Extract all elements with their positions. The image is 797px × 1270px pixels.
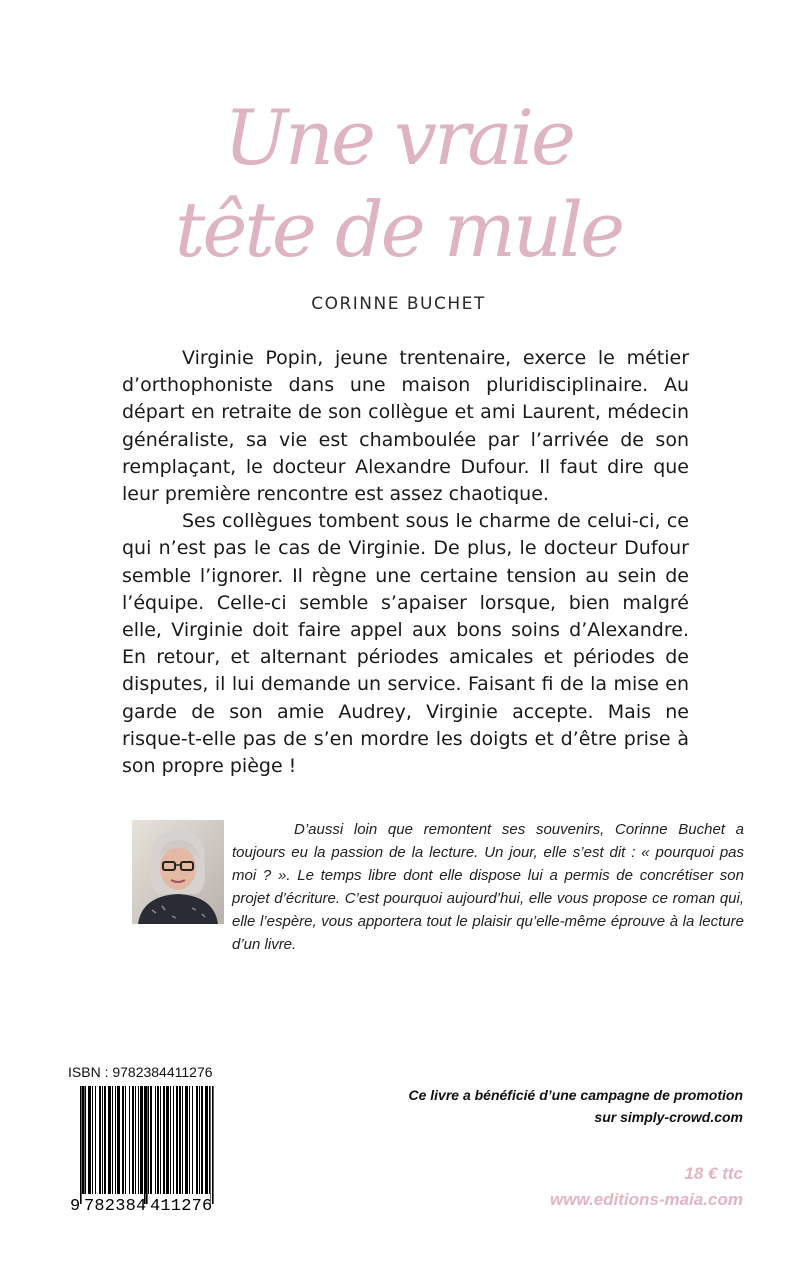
barcode-bar xyxy=(182,1086,183,1194)
barcode-bar xyxy=(102,1086,103,1194)
barcode-bar xyxy=(173,1086,174,1194)
barcode-guard-bar xyxy=(144,1086,146,1204)
barcode-bar xyxy=(122,1086,124,1194)
barcode-bar xyxy=(201,1086,203,1194)
barcode-bar xyxy=(176,1086,178,1194)
barcode-bar xyxy=(95,1086,96,1194)
barcode-bar xyxy=(189,1086,190,1194)
barcode-guard-bar xyxy=(146,1086,148,1204)
book-title-line-1: Une vraie xyxy=(224,93,573,182)
barcode-bar xyxy=(104,1086,106,1194)
barcode-bar xyxy=(140,1086,143,1194)
barcode-bar xyxy=(85,1086,86,1194)
publisher-website: www.editions-maia.com xyxy=(549,1190,743,1209)
barcode-bar xyxy=(179,1086,181,1194)
barcode-bar xyxy=(192,1086,193,1194)
isbn-label: ISBN : 9782384411276 xyxy=(68,1064,213,1080)
synopsis xyxy=(122,345,689,780)
barcode-bar xyxy=(196,1086,198,1194)
promotion-line-1: Ce livre a bénéficié d’une campagne de promotion xyxy=(408,1087,743,1103)
barcode-left-digits: 782384 xyxy=(84,1197,147,1214)
isbn-barcode xyxy=(68,1086,222,1214)
barcode-guard-bar xyxy=(80,1086,82,1204)
barcode-bar xyxy=(138,1086,139,1194)
barcode-bar xyxy=(115,1086,116,1194)
barcode-bar xyxy=(199,1086,200,1194)
barcode-bar xyxy=(108,1086,111,1194)
author-name: CORINNE BUCHET xyxy=(311,294,486,314)
synopsis-paragraph-2: Ses collègues tombent sous le charme de celui-ci, ce qui n’est pas le cas de Virginie. De plus, le docteur Dufour semble l’ignorer. Il règne une certaine tension au sein de l’équipe. Celle-ci semble s’apaiser lorsque, bien malgré elle, Virginie doit faire appel aux bons soins d’Alexandre. En retour, et alternant périodes amicales et périodes de disputes, il lui demande un service. Faisant fi de la mise en garde de son amie Audrey, Virginie accepte. Mais ne risque-t-elle pas de s’en mordre les doigts et d’être prise à son propre piège ! xyxy=(122,510,689,778)
barcode-bar xyxy=(135,1086,136,1194)
barcode-bar xyxy=(166,1086,169,1194)
barcode-bar xyxy=(155,1086,156,1194)
author-bio: D’aussi loin que remontent ses souvenirs, Corinne Buchet a toujours eu la passion de la lecture. Un jour, elle s’est dit : « pourquoi pas moi ? ». Le temps libre dont elle dispose lui a permis de concrétiser son projet d’écriture. C’est pourquoi aujourd’hui, elle vous propose ce roman qui, elle l’espère, vous apportera tout le plaisir qu’elle-même éprouve à la lecture d’un livre. xyxy=(232,821,744,953)
book-title-line-2: tête de mule xyxy=(174,185,623,274)
barcode-bar xyxy=(99,1086,101,1194)
author-photo xyxy=(132,820,224,924)
synopsis-paragraph-1: Virginie Popin, jeune trentenaire, exerce le métier d’orthophoniste dans une maison pluridisciplinaire. Au départ en retraite de son collègue et ami Laurent, médecin généraliste, sa vie est chamboulée par l’arrivée de son remplaçant, le docteur Alexandre Dufour. Il faut dire que leur première rencontre est assez chaotique. xyxy=(122,347,689,506)
price: 18 € ttc xyxy=(684,1164,743,1183)
barcode-bar xyxy=(125,1086,126,1194)
barcode-bar xyxy=(163,1086,165,1194)
author-portrait-image xyxy=(132,820,224,924)
barcode-bar xyxy=(160,1086,161,1194)
barcode-bar xyxy=(185,1086,188,1194)
barcode-bar xyxy=(117,1086,120,1194)
barcode-bar xyxy=(132,1086,134,1194)
barcode-bar xyxy=(157,1086,159,1194)
barcode-bar xyxy=(88,1086,91,1194)
barcode-first-digit: 9 xyxy=(70,1197,81,1214)
barcode-bar xyxy=(129,1086,130,1194)
barcode-guard-bar xyxy=(212,1086,214,1204)
barcode-bar xyxy=(150,1086,152,1194)
book-title xyxy=(0,92,797,276)
barcode-bar xyxy=(170,1086,171,1194)
barcode-guard-bar xyxy=(83,1086,85,1204)
barcode-bar xyxy=(148,1086,149,1194)
barcode-bar xyxy=(205,1086,208,1194)
barcode-right-digits: 411276 xyxy=(150,1197,213,1214)
barcode-guard-bar xyxy=(209,1086,211,1204)
promotion-line-2: sur simply-crowd.com xyxy=(594,1109,743,1125)
barcode-bar xyxy=(92,1086,93,1194)
barcode-bar xyxy=(112,1086,113,1194)
promotion-note xyxy=(343,1084,743,1128)
